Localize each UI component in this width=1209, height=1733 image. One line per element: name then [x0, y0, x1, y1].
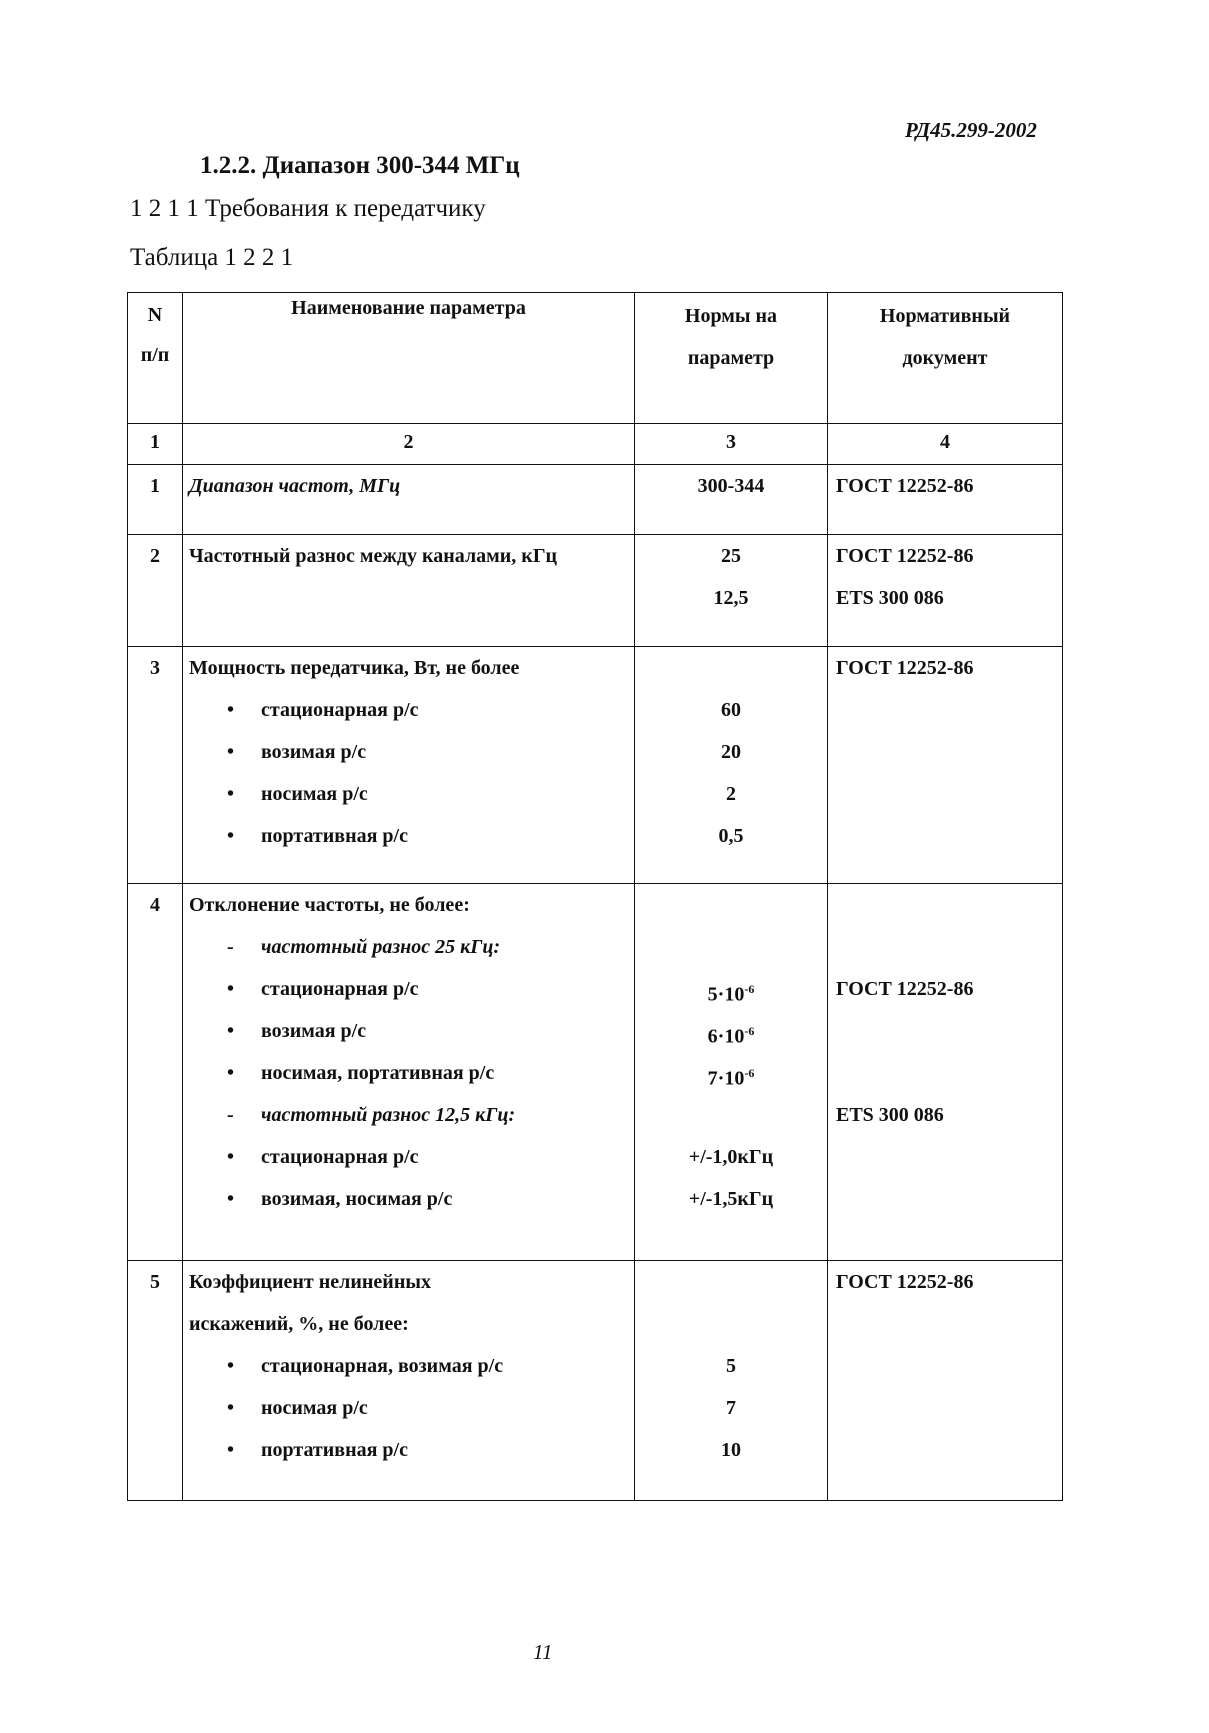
row-number [128, 647, 183, 884]
row-number [128, 535, 183, 647]
page-number: 11 [533, 1640, 553, 1664]
norm-value-exponent: -6 [744, 1024, 755, 1038]
parameter-bullet: • стационарная, возимая р/с [189, 1345, 634, 1387]
norm-value-blank [635, 926, 827, 968]
norm-value-blank [635, 884, 827, 926]
column-number: 3 [635, 424, 828, 465]
parameter-bullet: • портативная р/с [189, 815, 634, 857]
table-header-row [128, 293, 1063, 424]
doc-cell [828, 884, 1063, 1261]
table-row [128, 647, 1063, 884]
parameter-cell [183, 647, 635, 884]
parameter-cell [183, 535, 635, 647]
column-number: 4 [828, 424, 1063, 465]
norm-value: 2 [726, 783, 736, 805]
row-number [128, 884, 183, 1261]
norm-value: 0,5 [718, 825, 744, 847]
column-number-row [128, 424, 1063, 465]
row-number-text: 2 [150, 545, 160, 567]
norm-value-blank [635, 1094, 827, 1136]
header-norms [635, 293, 828, 424]
doc-blank [836, 1010, 1062, 1052]
parameter-line: Мощность передатчика, Вт, не более [189, 657, 520, 679]
parameter-cell [183, 465, 635, 535]
norm-value: +/-1,0кГц [688, 1146, 774, 1168]
doc-reference: ГОСТ 12252-86 [836, 545, 974, 567]
doc-blank [836, 926, 1062, 968]
norm-value [635, 647, 827, 689]
doc-blank [836, 884, 1062, 926]
parameter-bullet: • стационарная р/с [189, 968, 634, 1010]
norm-cell [635, 1261, 828, 1501]
table-row [128, 535, 1063, 647]
header-parameter-name: Наименование параметра [183, 293, 635, 424]
doc-cell [828, 647, 1063, 884]
norm-cell [635, 465, 828, 535]
norm-value-blank [635, 1261, 827, 1303]
doc-cell [828, 535, 1063, 647]
header-doc-line-1: Нормативный [879, 305, 1011, 327]
parameter-bullet: • возимая р/с [189, 1010, 634, 1052]
parameter-bullet: • стационарная р/с [189, 1136, 634, 1178]
doc-cell [828, 465, 1063, 535]
parameter-line: Частотный разнос между каналами, кГц [189, 545, 558, 567]
table-row [128, 1261, 1063, 1501]
parameter-subheading: - частотный разнос 25 кГц: [189, 926, 634, 968]
parameter-subheading: - частотный разнос 12,5 кГц: [189, 1094, 634, 1136]
table-caption: Таблица 1 2 2 1 [130, 244, 294, 271]
parameter-bullet: • возимая, носимая р/с [189, 1178, 634, 1220]
parameter-line: искажений, %, не более: [189, 1313, 409, 1335]
row-number-text: 4 [150, 894, 160, 916]
header-norms-line-2: параметр [687, 347, 775, 369]
norm-value: +/-1,5кГц [688, 1188, 774, 1210]
norm-value: 20 [721, 741, 741, 763]
row-number [128, 1261, 183, 1501]
parameter-bullet: • возимая р/с [189, 731, 634, 773]
norm-value [635, 968, 827, 1010]
column-number: 1 [128, 424, 183, 465]
doc-reference: ГОСТ 12252-86 [836, 1271, 974, 1293]
parameter-line: Коэффициент нелинейных [189, 1271, 431, 1293]
header-number [128, 293, 183, 424]
subsection-heading: 1 2 1 1 Требования к передатчику [130, 195, 486, 222]
norm-cell [635, 647, 828, 884]
doc-reference: ETS 300 086 [836, 1104, 944, 1126]
norm-value-exponent: -6 [744, 982, 755, 996]
norm-value-blank [635, 1303, 827, 1345]
row-number [128, 465, 183, 535]
parameter-bullet: • носимая, портативная р/с [189, 1052, 634, 1094]
section-title: 1.2.2. Диапазон 300-344 МГц [200, 152, 520, 179]
doc-reference: ГОСТ 12252-86 [836, 978, 974, 1000]
parameter-bullet: • портативная р/с [189, 1429, 634, 1471]
norm-value: 5 [726, 1355, 736, 1377]
row-number-text: 3 [150, 657, 160, 679]
header-number-line-1: N [147, 304, 163, 326]
doc-reference: ГОСТ 12252-86 [836, 475, 974, 497]
header-number-line-2: п/п [140, 344, 170, 366]
norm-value: 25 [721, 545, 741, 567]
norm-value: 7 [726, 1397, 736, 1419]
table-row [128, 884, 1063, 1261]
norm-value: 12,5 [713, 587, 749, 609]
doc-reference: ГОСТ 12252-86 [836, 657, 974, 679]
doc-cell [828, 1261, 1063, 1501]
doc-reference: ETS 300 086 [836, 587, 944, 609]
parameters-table [127, 292, 1063, 1501]
norm-cell [635, 535, 828, 647]
row-number-text: 5 [150, 1271, 160, 1293]
header-normative-document [828, 293, 1063, 424]
parameter-line: Отклонение частоты, не более: [189, 894, 470, 916]
parameter-bullet: • носимая р/с [189, 773, 634, 815]
norm-value: 60 [721, 699, 741, 721]
norm-value: 300-344 [697, 475, 765, 497]
header-doc-line-2: документ [902, 347, 988, 369]
norm-cell [635, 884, 828, 1261]
norm-value-base: 5·10 [707, 983, 745, 1006]
document-code: РД45.299-2002 [905, 118, 1037, 142]
column-number: 2 [183, 424, 635, 465]
norm-value [635, 1052, 827, 1094]
table-row [128, 465, 1063, 535]
parameter-cell [183, 1261, 635, 1501]
parameter-bullet: • стационарная р/с [189, 689, 634, 731]
parameter-line: Диапазон частот, МГц [189, 475, 401, 497]
header-norms-line-1: Нормы на [684, 305, 778, 327]
norm-value-base: 6·10 [707, 1025, 745, 1048]
norm-value: 10 [721, 1439, 741, 1461]
parameter-cell [183, 884, 635, 1261]
norm-value-base: 7·10 [707, 1067, 745, 1090]
norm-value [635, 1010, 827, 1052]
row-number-text: 1 [150, 475, 160, 497]
parameter-bullet: • носимая р/с [189, 1387, 634, 1429]
doc-blank [836, 1052, 1062, 1094]
norm-value-exponent: -6 [744, 1066, 755, 1080]
